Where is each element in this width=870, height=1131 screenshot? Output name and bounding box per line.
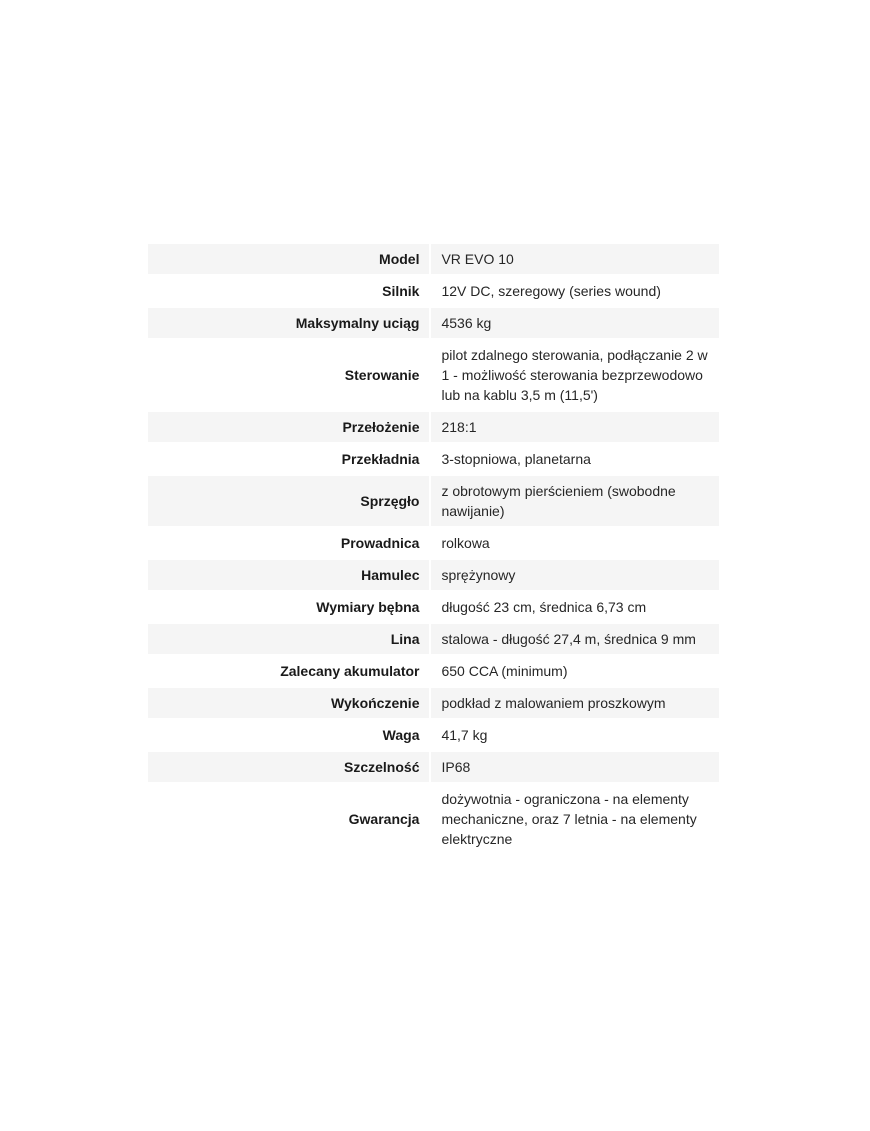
spec-value: 3-stopniowa, planetarna	[431, 444, 719, 474]
spec-row-max-pull	[148, 308, 719, 338]
specification-table	[148, 242, 719, 856]
spec-label: Hamulec	[148, 560, 429, 590]
spec-label: Szczelność	[148, 752, 429, 782]
spec-row-model	[148, 244, 719, 274]
spec-label: Zalecany akumulator	[148, 656, 429, 686]
spec-value: dożywotnia - ograniczona - na elementy mechaniczne, oraz 7 letnia - na elementy elektryczne	[431, 784, 719, 854]
spec-row-control	[148, 340, 719, 410]
spec-row-finish	[148, 688, 719, 718]
spec-value: 650 CCA (minimum)	[431, 656, 719, 686]
spec-value: 12V DC, szeregowy (series wound)	[431, 276, 719, 306]
spec-value: VR EVO 10	[431, 244, 719, 274]
spec-label: Gwarancja	[148, 784, 429, 854]
spec-value: IP68	[431, 752, 719, 782]
spec-label: Sprzęgło	[148, 476, 429, 526]
spec-label: Przełożenie	[148, 412, 429, 442]
spec-row-battery	[148, 656, 719, 686]
spec-row-gearbox	[148, 444, 719, 474]
spec-row-warranty	[148, 784, 719, 854]
spec-label: Maksymalny uciąg	[148, 308, 429, 338]
spec-label: Prowadnica	[148, 528, 429, 558]
spec-row-brake	[148, 560, 719, 590]
spec-row-fairlead	[148, 528, 719, 558]
spec-value: podkład z malowaniem proszkowym	[431, 688, 719, 718]
spec-value: 4536 kg	[431, 308, 719, 338]
spec-label: Sterowanie	[148, 340, 429, 410]
spec-value: z obrotowym pierścieniem (swobodne nawijanie)	[431, 476, 719, 526]
spec-row-sealing	[148, 752, 719, 782]
spec-label: Wymiary bębna	[148, 592, 429, 622]
spec-row-drum-dimensions	[148, 592, 719, 622]
spec-value: sprężynowy	[431, 560, 719, 590]
spec-label: Przekładnia	[148, 444, 429, 474]
spec-row-gear-ratio	[148, 412, 719, 442]
spec-row-clutch	[148, 476, 719, 526]
spec-row-weight	[148, 720, 719, 750]
spec-value: 41,7 kg	[431, 720, 719, 750]
spec-row-motor	[148, 276, 719, 306]
spec-value: 218:1	[431, 412, 719, 442]
spec-row-rope	[148, 624, 719, 654]
spec-label: Wykończenie	[148, 688, 429, 718]
spec-label: Silnik	[148, 276, 429, 306]
spec-value: rolkowa	[431, 528, 719, 558]
spec-label: Lina	[148, 624, 429, 654]
spec-label: Model	[148, 244, 429, 274]
spec-value: długość 23 cm, średnica 6,73 cm	[431, 592, 719, 622]
spec-value: pilot zdalnego sterowania, podłączanie 2 w 1 - możliwość sterowania bezprzewodowo lub na kablu 3,5 m (11,5')	[431, 340, 719, 410]
specification-table-body	[148, 244, 719, 854]
spec-value: stalowa - długość 27,4 m, średnica 9 mm	[431, 624, 719, 654]
spec-label: Waga	[148, 720, 429, 750]
